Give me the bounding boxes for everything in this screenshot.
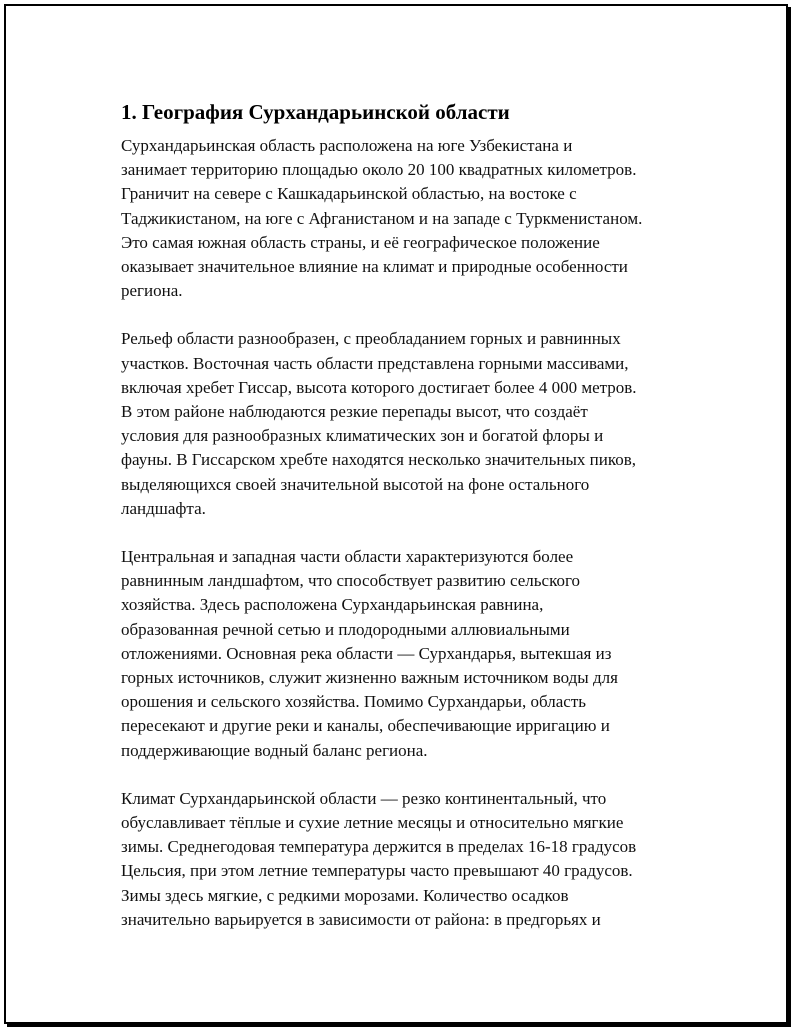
text-line: занимает территорию площадью около 20 100 квадратных километров. xyxy=(121,160,637,180)
section-heading: 1. География Сурхандарьинской области xyxy=(121,100,510,124)
text-line: Центральная и западная части области характеризуются более xyxy=(121,547,574,567)
text-line: Это самая южная область страны, и её географическое положение xyxy=(121,232,600,252)
text-line: Таджикистаном, на юге с Афганистаном и на западе с Туркменистаном. xyxy=(121,208,643,228)
text-line: равнинным ландшафтом, что способствует развитию сельского xyxy=(121,571,581,591)
text-line: Граничит на севере с Кашкадарьинской областью, на востоке с xyxy=(121,184,577,204)
document-page xyxy=(4,4,788,1024)
text-line: хозяйства. Здесь расположена Сурхандарьинская равнина, xyxy=(121,595,544,615)
text-line: Рельеф области разнообразен, с преобладанием горных и равнинных xyxy=(121,329,621,349)
text-line: участков. Восточная часть области представлена горными массивами, xyxy=(121,353,629,373)
text-line: включая хребет Гиссар, высота которого достигает более 4 000 метров. xyxy=(121,377,637,397)
text-line: поддерживающие водный баланс региона. xyxy=(121,740,428,760)
text-line: региона. xyxy=(121,281,183,301)
paragraph-climate xyxy=(121,787,711,932)
text-line: орошения и сельского хозяйства. Помимо Сурхандарьи, область xyxy=(121,692,587,712)
text-line: фауны. В Гиссарском хребте находятся несколько значительных пиков, xyxy=(121,450,637,470)
text-line: пересекают и другие реки и каналы, обеспечивающие ирригацию и xyxy=(121,716,610,736)
text-line: условия для разнообразных климатических зон и богатой флоры и xyxy=(121,426,604,446)
text-line: оказывает значительное влияние на климат и природные особенности xyxy=(121,257,628,277)
text-line: Климат Сурхандарьинской области — резко континентальный, что xyxy=(121,788,607,808)
paragraph-plains-rivers xyxy=(121,545,711,763)
text-line: Сурхандарьинская область расположена на юге Узбекистана и xyxy=(121,136,573,155)
text-line: Зимы здесь мягкие, с редкими морозами. Количество осадков xyxy=(121,885,569,905)
text-line: обуславливает тёплые и сухие летние месяцы и относительно мягкие xyxy=(121,813,624,833)
text-line: выделяющихся своей значительной высотой на фоне остального xyxy=(121,474,590,494)
text-line: образованная речной сетью и плодородными аллювиальными xyxy=(121,619,570,639)
text-line: Цельсия, при этом летние температуры часто превышают 40 градусов. xyxy=(121,861,633,881)
paragraph-geography-overview xyxy=(121,134,711,303)
document-content xyxy=(121,98,711,956)
text-line: ландшафта. xyxy=(121,498,206,518)
text-line: отложениями. Основная река области — Сурхандарья, вытекшая из xyxy=(121,643,612,663)
paragraph-relief xyxy=(121,327,711,521)
text-line: горных источников, служит жизненно важным источником воды для xyxy=(121,668,618,688)
text-line: В этом районе наблюдаются резкие перепады высот, что создаёт xyxy=(121,402,588,422)
text-line: зимы. Среднегодовая температура держится в пределах 16-18 градусов xyxy=(121,837,637,857)
text-line: значительно варьируется в зависимости от района: в предгорьях и xyxy=(121,909,601,929)
